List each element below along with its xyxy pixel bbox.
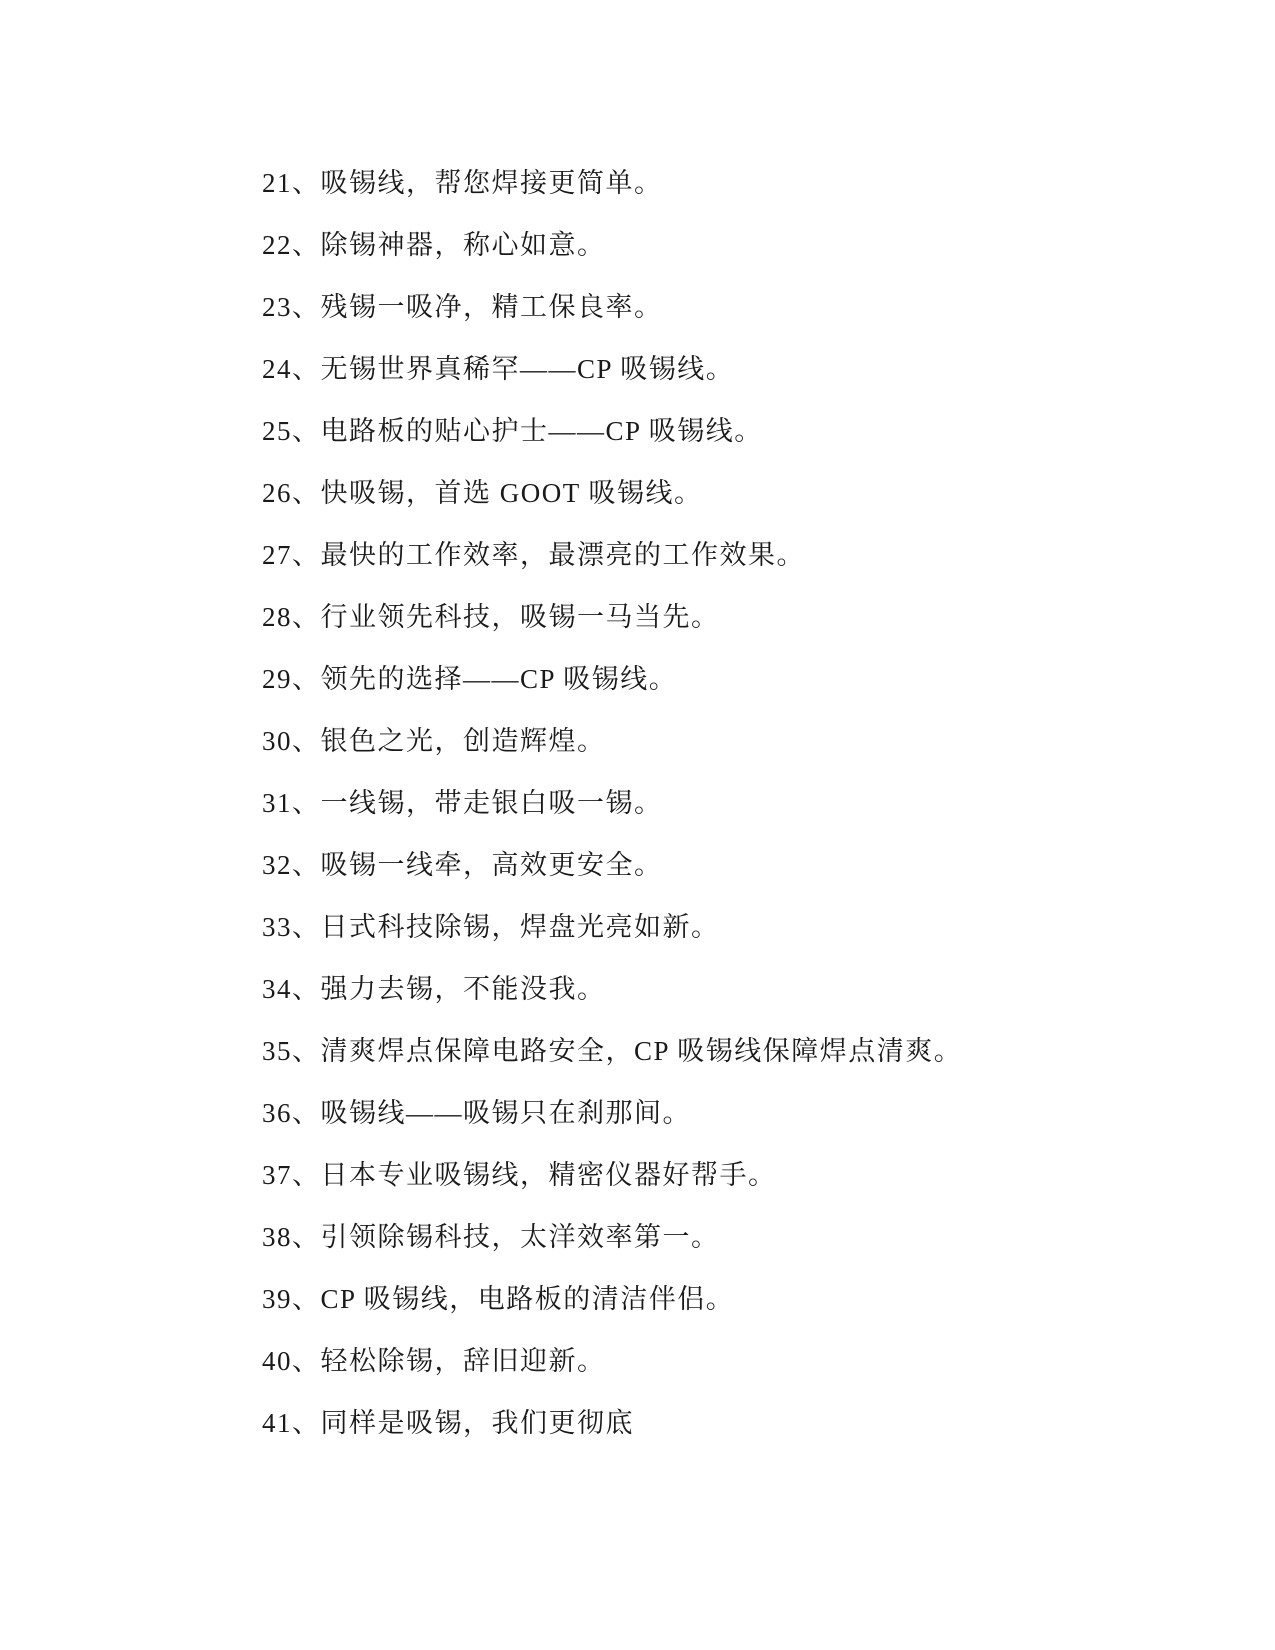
list-item: 24、无锡世界真稀罕——CP 吸锡线。 xyxy=(262,354,735,384)
list-item: 41、同样是吸锡，我们更彻底 xyxy=(262,1408,634,1438)
list-item: 27、最快的工作效率，最漂亮的工作效果。 xyxy=(262,540,805,570)
list-item: 23、残锡一吸净，精工保良率。 xyxy=(262,292,663,322)
list-item: 26、快吸锡，首选 GOOT 吸锡线。 xyxy=(262,478,703,508)
list-item: 25、电路板的贴心护士——CP 吸锡线。 xyxy=(262,416,763,446)
list-item: 37、日本专业吸锡线，精密仪器好帮手。 xyxy=(262,1160,777,1190)
list-item: 21、吸锡线，帮您焊接更简单。 xyxy=(262,168,663,198)
list-item: 32、吸锡一线牵，高效更安全。 xyxy=(262,850,663,880)
slogan-list xyxy=(262,163,962,1465)
list-item: 34、强力去锡，不能没我。 xyxy=(262,974,606,1004)
list-item: 28、行业领先科技，吸锡一马当先。 xyxy=(262,602,720,632)
list-item: 39、CP 吸锡线，电路板的清洁伴侣。 xyxy=(262,1284,735,1314)
list-item: 38、引领除锡科技，太洋效率第一。 xyxy=(262,1222,720,1252)
list-item: 30、银色之光，创造辉煌。 xyxy=(262,726,606,756)
list-item: 31、一线锡，带走银白吸一锡。 xyxy=(262,788,663,818)
list-item: 35、清爽焊点保障电路安全，CP 吸锡线保障焊点清爽。 xyxy=(262,1036,963,1066)
list-item: 22、除锡神器，称心如意。 xyxy=(262,230,606,260)
list-item: 29、领先的选择——CP 吸锡线。 xyxy=(262,664,678,694)
list-item: 40、轻松除锡，辞旧迎新。 xyxy=(262,1346,606,1376)
list-item: 33、日式科技除锡，焊盘光亮如新。 xyxy=(262,912,720,942)
list-item: 36、吸锡线——吸锡只在刹那间。 xyxy=(262,1098,691,1128)
